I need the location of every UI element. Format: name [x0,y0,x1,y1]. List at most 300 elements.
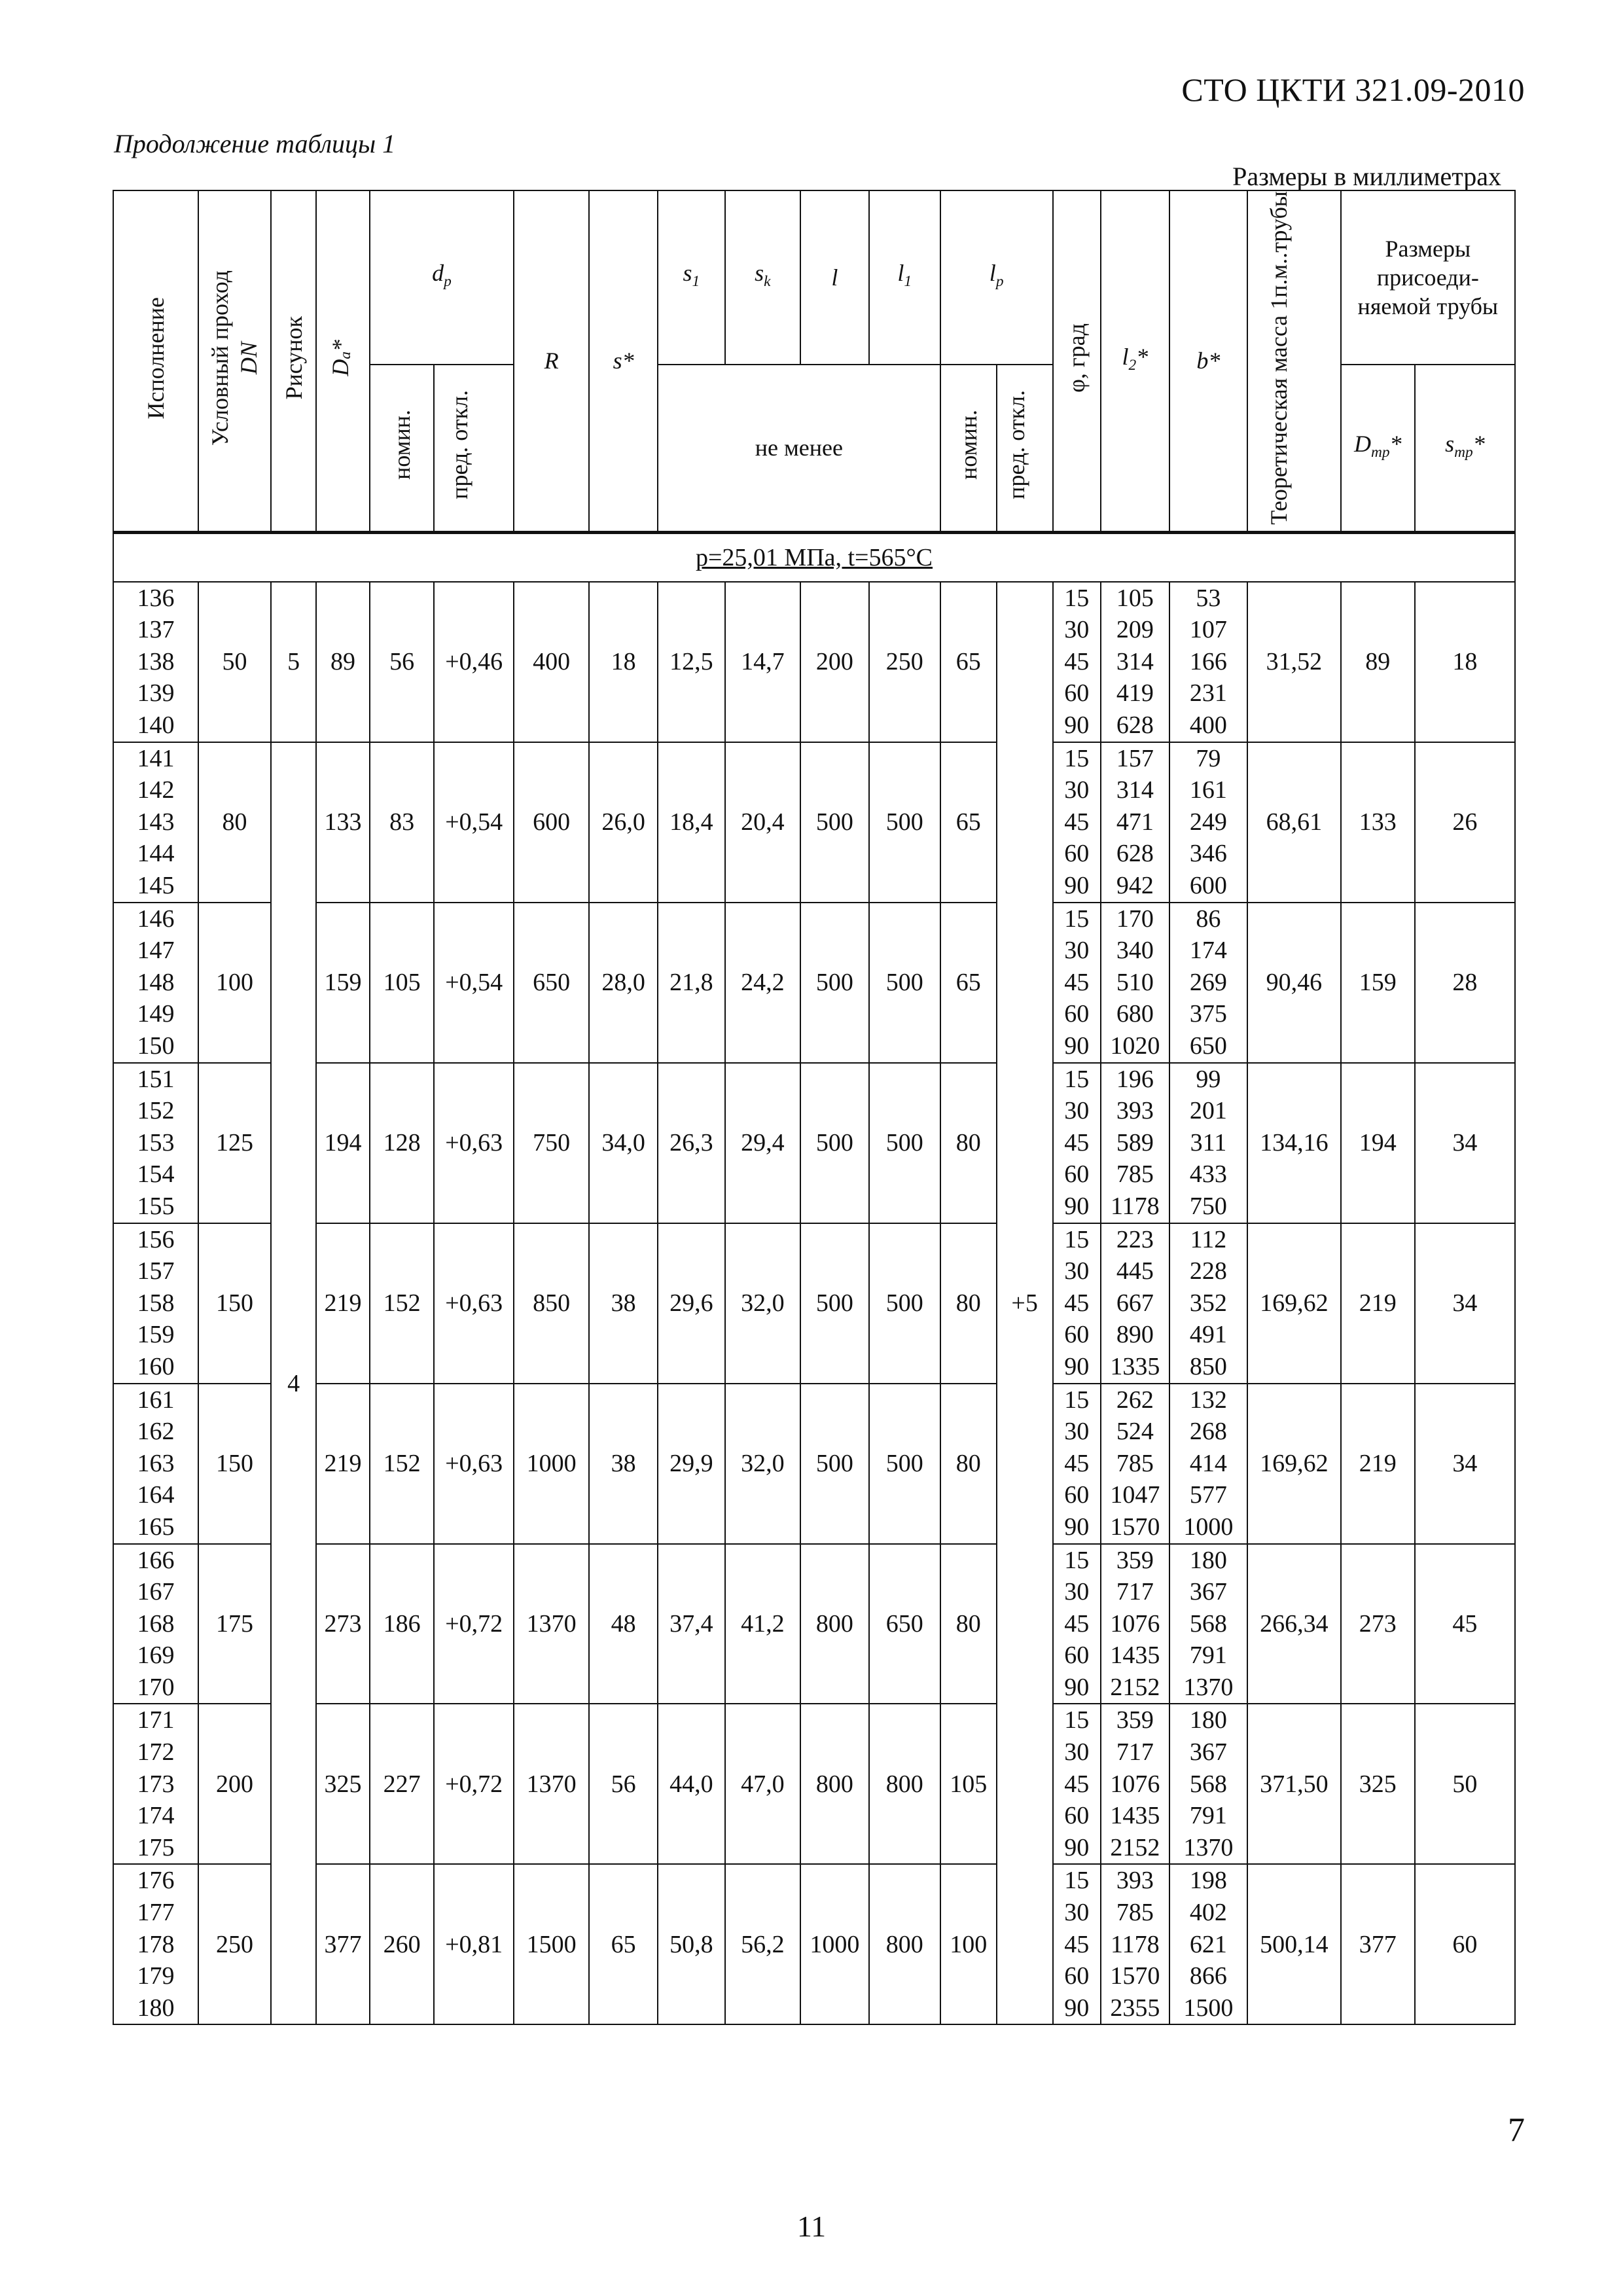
ispolnenie-cell-value: 167 [137,1578,175,1606]
l2-cell-value: 1570 [1110,1513,1160,1541]
ispolnenie-cell [113,1864,198,2024]
b-cell-value: 180 [1189,1706,1227,1734]
sk-cell: 20,4 [725,742,800,903]
dtr-cell: 273 [1341,1544,1415,1704]
phi-cell-value: 30 [1064,1097,1090,1125]
dn-cell: 150 [198,1384,271,1544]
ispolnenie-cell-value: 141 [137,744,175,772]
col-dp-nomin: номин. [370,365,435,532]
s-cell: 26,0 [589,742,658,903]
ispolnenie-cell-value: 139 [137,679,175,708]
risunok-cell: 5 [271,582,316,742]
b-cell-value: 750 [1189,1192,1227,1220]
phi-cell-value: 90 [1064,1833,1090,1861]
l1-cell: 500 [869,1223,940,1384]
s1-cell: 29,9 [658,1384,725,1544]
str-cell: 18 [1415,582,1515,742]
str-cell: 34 [1415,1223,1515,1384]
l-cell: 500 [800,1223,869,1384]
dtr-cell: 325 [1341,1704,1415,1864]
l2-cell-value: 223 [1116,1225,1154,1253]
phi-cell-value: 90 [1064,1994,1090,2022]
lp-nom-cell: 80 [940,1544,997,1704]
l2-cell [1101,1384,1169,1544]
str-cell: 34 [1415,1063,1515,1223]
l2-cell-value: 105 [1116,584,1154,612]
r-cell: 600 [514,742,589,903]
col-r: R [514,190,589,532]
l2-cell-value: 340 [1116,937,1154,965]
ispolnenie-cell-value: 155 [137,1192,175,1220]
phi-cell-value: 15 [1064,584,1090,612]
b-cell-value: 1370 [1183,1833,1234,1861]
ispolnenie-cell-value: 161 [137,1386,175,1414]
l2-cell-value: 209 [1116,616,1154,644]
b-cell-value: 112 [1190,1225,1227,1253]
dp-nom-cell: 152 [370,1223,435,1384]
mass-cell: 134,16 [1247,1063,1341,1223]
ispolnenie-cell-value: 145 [137,872,175,900]
ispolnenie-cell-value: 137 [137,616,175,644]
phi-cell-value: 60 [1064,1000,1090,1028]
col-sk: $s_k$ [725,190,800,365]
ispolnenie-cell-value: 170 [137,1673,175,1701]
phi-cell-value: 15 [1064,905,1090,933]
ispolnenie-cell-value: 138 [137,647,175,675]
b-cell-value: 621 [1189,1930,1227,1958]
b-cell-value: 198 [1189,1867,1227,1895]
phi-cell-value: 45 [1064,647,1090,675]
ispolnenie-cell-value: 166 [137,1546,175,1574]
da-cell: 219 [316,1384,370,1544]
ispolnenie-cell-value: 146 [137,905,175,933]
s1-cell: 44,0 [658,1704,725,1864]
mass-cell: 68,61 [1247,742,1341,903]
b-cell-value: 577 [1189,1481,1227,1509]
ispolnenie-cell-value: 178 [137,1930,175,1958]
phi-cell-value: 15 [1064,744,1090,772]
dn-cell: 100 [198,903,271,1063]
mass-cell: 371,50 [1247,1704,1341,1864]
b-cell-value: 86 [1196,905,1221,933]
l2-cell-value: 1076 [1110,1770,1160,1798]
l2-cell-value: 628 [1116,711,1154,740]
str-cell: 34 [1415,1384,1515,1544]
l1-cell: 500 [869,903,940,1063]
l2-cell-value: 1178 [1111,1192,1160,1220]
l-cell: 800 [800,1704,869,1864]
b-cell [1169,1544,1247,1704]
l2-cell-value: 890 [1116,1321,1154,1349]
sk-cell: 47,0 [725,1704,800,1864]
da-cell: 133 [316,742,370,903]
l2-cell [1101,1544,1169,1704]
b-cell-value: 161 [1189,776,1227,804]
b-cell-value: 650 [1189,1032,1227,1060]
col-risunok: Рисунок [271,190,316,532]
sk-cell: 24,2 [725,903,800,1063]
l2-cell [1101,582,1169,742]
l2-cell-value: 393 [1116,1867,1154,1895]
lp-nom-cell: 105 [940,1704,997,1864]
str-cell: 28 [1415,903,1515,1063]
phi-cell-value: 60 [1064,679,1090,708]
lp-nom-cell: 65 [940,742,997,903]
ispolnenie-cell [113,1063,198,1223]
ispolnenie-cell-value: 169 [137,1641,175,1670]
table-body [113,532,1515,2024]
ispolnenie-cell-value: 144 [137,840,175,868]
phi-cell-value: 90 [1064,1032,1090,1060]
l2-cell-value: 196 [1116,1065,1154,1093]
l2-cell [1101,742,1169,903]
s1-cell: 26,3 [658,1063,725,1223]
phi-cell-value: 90 [1064,1192,1090,1220]
phi-cell [1053,1223,1101,1384]
sk-cell: 14,7 [725,582,800,742]
dn-cell: 80 [198,742,271,903]
l2-cell-value: 628 [1116,840,1154,868]
lp-nom-cell: 65 [940,582,997,742]
col-lp-nomin: номин. [940,365,997,532]
l2-cell-value: 524 [1116,1418,1154,1446]
l2-cell-value: 170 [1116,905,1154,933]
b-cell [1169,1864,1247,2024]
sk-cell: 56,2 [725,1864,800,2024]
l-cell: 500 [800,1063,869,1223]
s-cell: 65 [589,1864,658,2024]
b-cell [1169,1063,1247,1223]
l2-cell-value: 2152 [1110,1673,1160,1701]
l2-cell-value: 1047 [1110,1481,1160,1509]
dp-tol-cell: +0,63 [434,1384,514,1544]
l2-cell-value: 589 [1116,1128,1154,1157]
phi-cell-value: 45 [1064,808,1090,836]
b-cell-value: 53 [1196,584,1221,612]
phi-cell-value: 30 [1064,1899,1090,1927]
r-cell: 1370 [514,1544,589,1704]
table-row [113,903,1515,1063]
dp-tol-cell: +0,46 [434,582,514,742]
b-cell [1169,742,1247,903]
l-cell: 1000 [800,1864,869,2024]
b-cell-value: 166 [1189,647,1227,675]
b-cell-value: 201 [1189,1097,1227,1125]
b-cell-value: 568 [1189,1609,1227,1638]
phi-cell-value: 30 [1064,1738,1090,1767]
ispolnenie-cell [113,1384,198,1544]
l2-cell-value: 717 [1116,1578,1154,1606]
l2-cell-value: 1020 [1110,1032,1160,1060]
col-lp: $l_р$ [940,190,1053,365]
l2-cell-value: 1335 [1110,1352,1160,1380]
l2-cell-value: 359 [1116,1706,1154,1734]
da-cell: 325 [316,1704,370,1864]
s-cell: 56 [589,1704,658,1864]
operating-condition: р=25,01 МПа, t=565°С [695,543,933,571]
b-cell-value: 791 [1189,1641,1227,1670]
col-ne-menee: не менее [658,365,940,532]
b-cell-value: 180 [1189,1546,1227,1574]
da-cell: 273 [316,1544,370,1704]
phi-cell [1053,742,1101,903]
l2-cell-value: 359 [1116,1546,1154,1574]
table-continuation-caption: Продолжение таблицы 1 [114,129,396,158]
phi-cell-value: 60 [1064,1160,1090,1189]
phi-cell-value: 45 [1064,1289,1090,1317]
dtr-cell: 219 [1341,1384,1415,1544]
l-cell: 500 [800,742,869,903]
sheet-number: 11 [796,2210,827,2243]
lp-nom-cell: 80 [940,1063,997,1223]
b-cell-value: 600 [1189,872,1227,900]
b-cell-value: 352 [1189,1289,1227,1317]
table-row [113,1384,1515,1544]
dp-tol-cell: +0,54 [434,903,514,1063]
l2-cell [1101,1704,1169,1864]
str-cell: 60 [1415,1864,1515,2024]
dp-tol-cell: +0,63 [434,1063,514,1223]
table-row [113,1544,1515,1704]
ispolnenie-cell-value: 154 [137,1160,175,1189]
b-cell-value: 228 [1189,1257,1227,1285]
phi-cell-value: 15 [1064,1065,1090,1093]
b-cell-value: 367 [1189,1578,1227,1606]
dp-nom-cell: 105 [370,903,435,1063]
phi-cell-value: 15 [1064,1706,1090,1734]
dn-cell: 250 [198,1864,271,2024]
mass-cell: 31,52 [1247,582,1341,742]
ispolnenie-cell [113,742,198,903]
b-cell-value: 107 [1189,616,1227,644]
phi-cell-value: 45 [1064,1770,1090,1798]
dn-cell: 150 [198,1223,271,1384]
dimensions-table [113,190,1516,2025]
b-cell-value: 269 [1189,968,1227,996]
phi-cell [1053,582,1101,742]
dtr-cell: 89 [1341,582,1415,742]
risunok-cell: 4 [271,742,316,2025]
ispolnenie-cell-value: 179 [137,1962,175,1990]
col-phi: φ, град [1053,190,1101,532]
phi-cell [1053,1864,1101,2024]
mass-cell: 169,62 [1247,1223,1341,1384]
col-str: $s_{тр}*$ [1415,365,1515,532]
ispolnenie-cell-value: 148 [137,968,175,996]
sk-cell: 32,0 [725,1223,800,1384]
dtr-cell: 219 [1341,1223,1415,1384]
table-row [113,582,1515,742]
r-cell: 850 [514,1223,589,1384]
sk-cell: 41,2 [725,1544,800,1704]
l-cell: 500 [800,903,869,1063]
dp-nom-cell: 152 [370,1384,435,1544]
table-header [113,190,1515,532]
ispolnenie-cell-value: 157 [137,1257,175,1285]
table-row [113,1864,1515,2024]
b-cell-value: 491 [1189,1321,1227,1349]
dp-tol-cell: +0,72 [434,1544,514,1704]
phi-cell-value: 30 [1064,1418,1090,1446]
l2-cell-value: 393 [1116,1097,1154,1125]
phi-cell [1053,1063,1101,1223]
phi-cell [1053,1384,1101,1544]
b-cell [1169,1223,1247,1384]
condition-cell [113,532,1515,582]
s1-cell: 50,8 [658,1864,725,2024]
s-cell: 38 [589,1384,658,1544]
ispolnenie-cell-value: 177 [137,1899,175,1927]
l2-cell-value: 1435 [1110,1641,1160,1670]
ispolnenie-cell-value: 160 [137,1352,175,1380]
mass-cell: 500,14 [1247,1864,1341,2024]
ispolnenie-cell-value: 173 [137,1770,175,1798]
phi-cell-value: 90 [1064,1673,1090,1701]
r-cell: 650 [514,903,589,1063]
l2-cell-value: 471 [1116,808,1154,836]
phi-cell [1053,1544,1101,1704]
l2-cell-value: 785 [1116,1899,1154,1927]
phi-cell-value: 45 [1064,1930,1090,1958]
phi-cell-value: 15 [1064,1386,1090,1414]
b-cell-value: 866 [1189,1962,1227,1990]
ispolnenie-cell-value: 140 [137,711,175,740]
ispolnenie-cell-value: 162 [137,1418,175,1446]
s-cell: 18 [589,582,658,742]
l1-cell: 500 [869,1384,940,1544]
ispolnenie-cell-value: 152 [137,1097,175,1125]
l1-cell: 250 [869,582,940,742]
phi-cell-value: 15 [1064,1546,1090,1574]
phi-cell-value: 60 [1064,1802,1090,1830]
l2-cell-value: 1570 [1110,1962,1160,1990]
l2-cell [1101,1063,1169,1223]
l2-cell-value: 942 [1116,872,1154,900]
l1-cell: 800 [869,1864,940,2024]
ispolnenie-cell-value: 172 [137,1738,175,1767]
str-cell: 45 [1415,1544,1515,1704]
col-b: b* [1169,190,1247,532]
l1-cell: 500 [869,1063,940,1223]
ispolnenie-cell-value: 147 [137,937,175,965]
ispolnenie-cell-value: 165 [137,1513,175,1541]
l2-cell-value: 510 [1116,968,1154,996]
phi-cell-value: 60 [1064,1481,1090,1509]
phi-cell-value: 60 [1064,1321,1090,1349]
b-cell-value: 1500 [1183,1994,1234,2022]
phi-cell-value: 15 [1064,1867,1090,1895]
r-cell: 1500 [514,1864,589,2024]
lp-nom-cell: 65 [940,903,997,1063]
r-cell: 750 [514,1063,589,1223]
b-cell [1169,903,1247,1063]
da-cell: 377 [316,1864,370,2024]
dp-tol-cell: +0,72 [434,1704,514,1864]
l2-cell-value: 314 [1116,776,1154,804]
dn-cell: 50 [198,582,271,742]
col-s: s* [589,190,658,532]
ispolnenie-cell-value: 163 [137,1449,175,1477]
dp-nom-cell: 56 [370,582,435,742]
b-cell-value: 375 [1189,1000,1227,1028]
b-cell-value: 433 [1189,1160,1227,1189]
phi-cell-value: 90 [1064,1352,1090,1380]
l2-cell-value: 1076 [1110,1609,1160,1638]
phi-cell-value: 45 [1064,1449,1090,1477]
dtr-cell: 133 [1341,742,1415,903]
b-cell-value: 311 [1190,1128,1227,1157]
b-cell-value: 249 [1189,808,1227,836]
ispolnenie-cell-value: 156 [137,1225,175,1253]
table-row [113,742,1515,903]
b-cell-value: 132 [1189,1386,1227,1414]
b-cell-value: 400 [1189,711,1227,740]
ispolnenie-cell-value: 149 [137,1000,175,1028]
ispolnenie-cell-value: 175 [137,1833,175,1861]
phi-cell-value: 90 [1064,1513,1090,1541]
ispolnenie-cell [113,1704,198,1864]
page-number: 7 [1508,2111,1525,2149]
col-l2: $l_2*$ [1101,190,1169,532]
dp-tol-cell: +0,63 [434,1223,514,1384]
l-cell: 200 [800,582,869,742]
col-lp-tol: пред. откл. [997,365,1053,532]
b-cell-value: 367 [1189,1738,1227,1767]
lp-nom-cell: 100 [940,1864,997,2024]
b-cell [1169,582,1247,742]
s-cell: 38 [589,1223,658,1384]
phi-cell-value: 30 [1064,616,1090,644]
lp-nom-cell: 80 [940,1384,997,1544]
dp-nom-cell: 227 [370,1704,435,1864]
l2-cell-value: 680 [1116,1000,1154,1028]
table-row [113,1063,1515,1223]
b-cell-value: 791 [1189,1802,1227,1830]
b-cell-value: 231 [1189,679,1227,708]
ispolnenie-cell [113,1223,198,1384]
ispolnenie-cell-value: 171 [137,1706,175,1734]
dp-nom-cell: 186 [370,1544,435,1704]
s-cell: 34,0 [589,1063,658,1223]
col-l: l [800,190,869,365]
ispolnenie-cell-value: 142 [137,776,175,804]
dtr-cell: 194 [1341,1063,1415,1223]
col-dtr: $D_{тр}*$ [1341,365,1415,532]
s1-cell: 21,8 [658,903,725,1063]
s-cell: 28,0 [589,903,658,1063]
phi-cell-value: 30 [1064,1578,1090,1606]
ispolnenie-cell-value: 164 [137,1481,175,1509]
table-row [113,1704,1515,1864]
dn-cell: 125 [198,1063,271,1223]
da-cell: 219 [316,1223,370,1384]
phi-cell-value: 30 [1064,1257,1090,1285]
str-cell: 50 [1415,1704,1515,1864]
mass-cell: 266,34 [1247,1544,1341,1704]
l1-cell: 650 [869,1544,940,1704]
phi-cell-value: 45 [1064,1609,1090,1638]
dn-cell: 175 [198,1544,271,1704]
l2-cell [1101,903,1169,1063]
ispolnenie-cell [113,1544,198,1704]
condition-row [113,532,1515,582]
document-code: СТО ЦКТИ 321.09-2010 [1181,71,1525,108]
l2-cell-value: 419 [1116,679,1154,708]
b-cell-value: 402 [1189,1899,1227,1927]
str-cell: 26 [1415,742,1515,903]
l1-cell: 800 [869,1704,940,1864]
s1-cell: 37,4 [658,1544,725,1704]
